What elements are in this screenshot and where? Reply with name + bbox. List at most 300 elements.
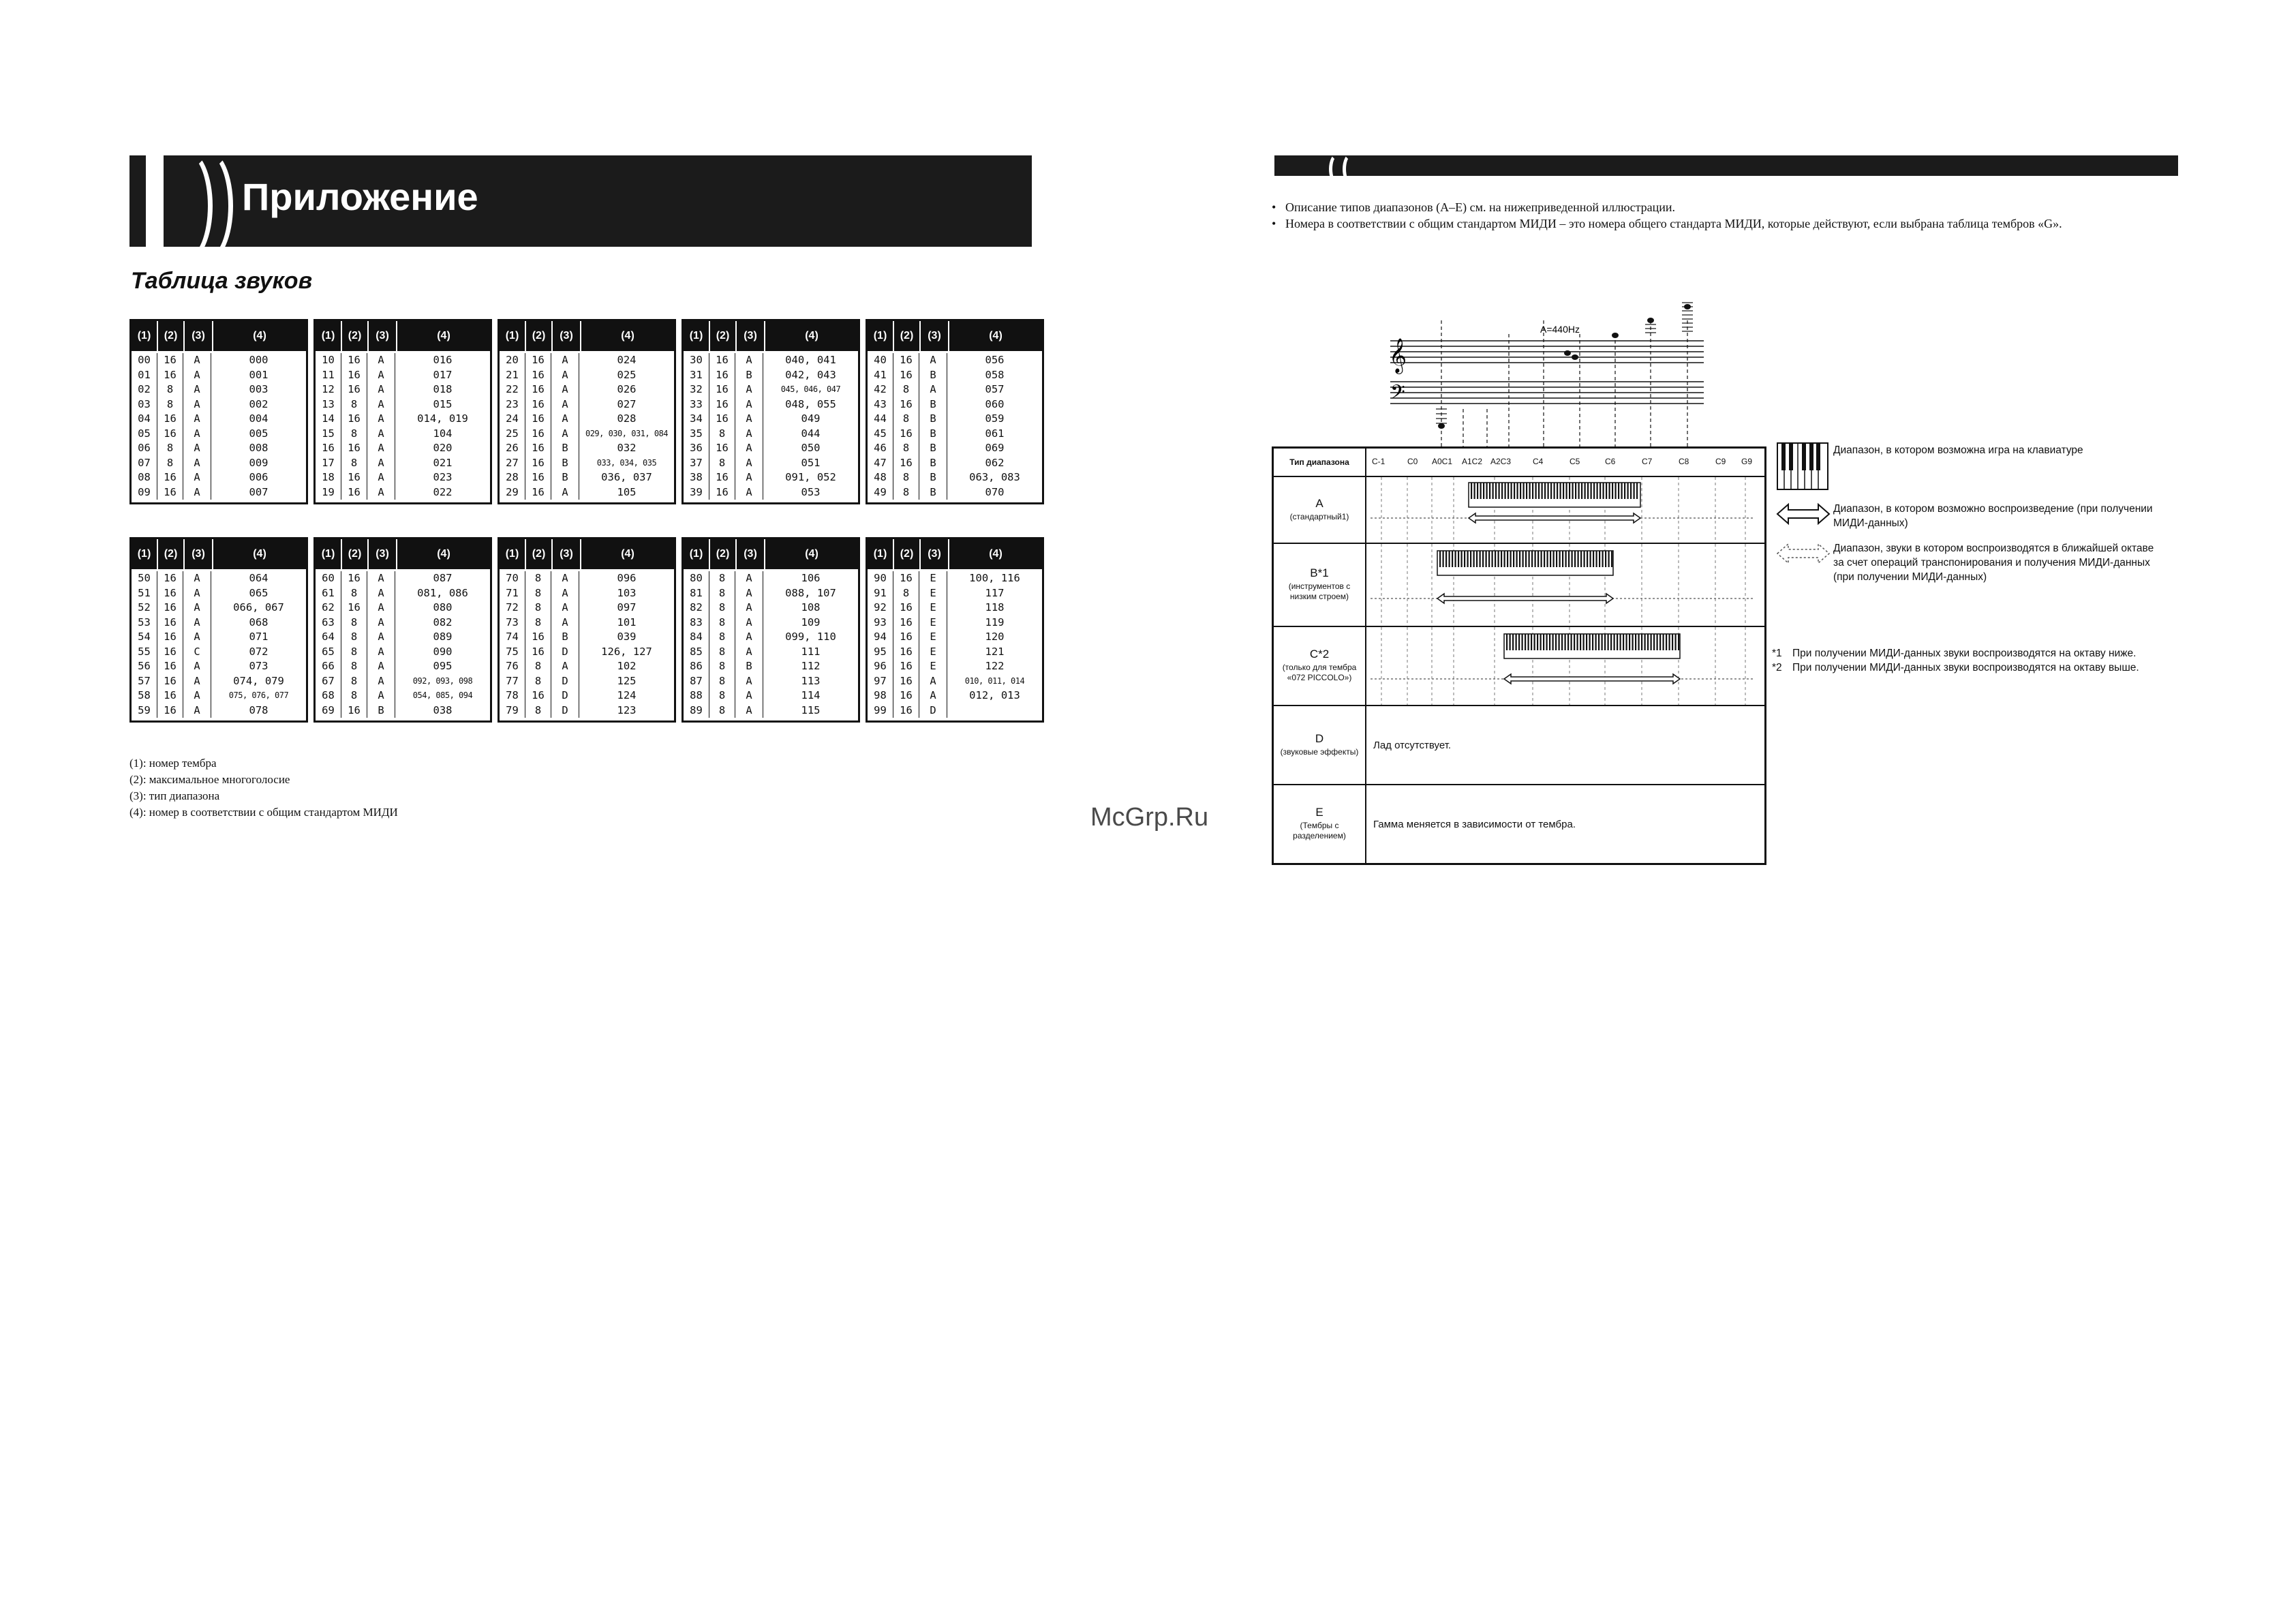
black-key bbox=[1587, 483, 1589, 499]
table-cell: E bbox=[919, 659, 947, 674]
black-key bbox=[1566, 483, 1567, 499]
black-key bbox=[1507, 551, 1508, 567]
table-cell: 012, 013 bbox=[969, 689, 1020, 701]
table-row bbox=[868, 470, 1042, 485]
table-cell: D bbox=[551, 703, 579, 718]
black-key bbox=[1532, 483, 1533, 499]
column-header: (4) bbox=[621, 330, 634, 342]
table-cell: 024 bbox=[617, 354, 637, 366]
black-key bbox=[1559, 551, 1561, 567]
table-row bbox=[500, 601, 674, 616]
table-row bbox=[684, 485, 858, 500]
note-head bbox=[1564, 350, 1571, 356]
black-key bbox=[1575, 483, 1576, 499]
table-cell: 62 bbox=[316, 601, 341, 616]
footnote: *1 При получении МИДИ-данных звуки воспроизводятся на октаву ниже. bbox=[1772, 648, 2137, 659]
black-key bbox=[1520, 483, 1521, 499]
table-cell: 16 bbox=[341, 353, 367, 368]
table-cell: 104 bbox=[433, 427, 453, 440]
black-key bbox=[1587, 551, 1588, 567]
black-key bbox=[1593, 551, 1594, 567]
table-cell: 42 bbox=[868, 382, 893, 397]
black-key bbox=[1525, 551, 1527, 567]
column-header: (1) bbox=[684, 539, 710, 569]
table-row bbox=[684, 616, 858, 631]
table-cell: A bbox=[183, 412, 211, 427]
table-cell: 16 bbox=[893, 427, 919, 442]
table-cell: 75 bbox=[500, 645, 525, 660]
table-row bbox=[500, 368, 674, 383]
note-label: C5 bbox=[1570, 457, 1580, 466]
table-cell: 16 bbox=[525, 470, 551, 485]
column-header: (2) bbox=[710, 539, 737, 569]
table-row bbox=[132, 485, 306, 500]
table-cell: 76 bbox=[500, 659, 525, 674]
legend-line: (2): максимальное многоголосие bbox=[129, 773, 290, 786]
table-cell: 16 bbox=[525, 397, 551, 412]
table-cell: A bbox=[735, 441, 763, 456]
table-row bbox=[132, 427, 306, 442]
table-cell: 050 bbox=[801, 442, 821, 454]
black-key bbox=[1641, 634, 1642, 650]
column-legend bbox=[129, 755, 398, 821]
table-cell: 87 bbox=[684, 674, 709, 689]
table-row bbox=[500, 616, 674, 631]
table-row bbox=[500, 703, 674, 718]
black-key bbox=[1495, 551, 1496, 567]
table-cell: 16 bbox=[525, 412, 551, 427]
table-cell: 16 bbox=[157, 688, 183, 703]
black-key bbox=[1623, 634, 1624, 650]
table-cell: 096 bbox=[617, 572, 637, 584]
table-cell: 062 bbox=[985, 456, 1005, 469]
black-key bbox=[1470, 551, 1471, 567]
legend-text: Диапазон, звуки в котором воспроизводятся в ближайшей октаве за счет операций транспонирования и получения МИДИ-данных (при получении МИДИ-данных) bbox=[1833, 543, 2154, 583]
column-header: (1) bbox=[868, 539, 894, 569]
tone-table bbox=[682, 319, 860, 504]
table-cell: 8 bbox=[709, 674, 735, 689]
black-key bbox=[1578, 551, 1579, 567]
black-key bbox=[1675, 634, 1677, 650]
table-cell: 022 bbox=[433, 485, 453, 498]
table-cell: 32 bbox=[684, 382, 709, 397]
table-row bbox=[868, 412, 1042, 427]
column-header: (4) bbox=[253, 548, 266, 560]
table-row bbox=[684, 412, 858, 427]
black-key bbox=[1505, 483, 1506, 499]
black-key bbox=[1501, 483, 1503, 499]
table-cell: A bbox=[183, 571, 211, 586]
column-header: (3) bbox=[921, 539, 949, 569]
table-row bbox=[684, 397, 858, 412]
table-cell: A bbox=[367, 645, 395, 660]
column-header: (4) bbox=[621, 548, 634, 560]
table-row bbox=[132, 586, 306, 601]
table-cell: 21 bbox=[500, 368, 525, 383]
table-cell: 16 bbox=[893, 353, 919, 368]
black-key bbox=[1599, 551, 1600, 567]
note-guide-lines bbox=[1441, 320, 1687, 446]
column-header: (4) bbox=[989, 330, 1002, 342]
note-label: A2C3 bbox=[1490, 457, 1512, 466]
table-cell: 059 bbox=[985, 412, 1005, 425]
table-cell: 68 bbox=[316, 688, 341, 703]
right-header-bar bbox=[1274, 155, 2178, 176]
black-key bbox=[1596, 551, 1597, 567]
table-row bbox=[316, 412, 490, 427]
table-cell: C bbox=[183, 645, 211, 660]
black-key bbox=[1548, 483, 1549, 499]
black-key bbox=[1550, 551, 1551, 567]
table-row bbox=[132, 645, 306, 660]
table-cell: 8 bbox=[893, 586, 919, 601]
column-header: (2) bbox=[526, 539, 553, 569]
table-cell: 73 bbox=[500, 616, 525, 631]
note-label: C0 bbox=[1407, 457, 1418, 466]
table-cell: 16 bbox=[341, 601, 367, 616]
table-row bbox=[132, 382, 306, 397]
table-cell: 048, 055 bbox=[785, 397, 836, 410]
black-key bbox=[1474, 483, 1475, 499]
table-cell: 63 bbox=[316, 616, 341, 631]
table-cell: 017 bbox=[433, 368, 453, 381]
table-cell: 074, 079 bbox=[233, 674, 284, 687]
black-key bbox=[1581, 483, 1582, 499]
table-cell: 8 bbox=[709, 630, 735, 645]
table-cell: 8 bbox=[709, 571, 735, 586]
black-key bbox=[1595, 634, 1597, 650]
table-cell: 16 bbox=[341, 382, 367, 397]
black-key bbox=[1657, 634, 1658, 650]
table-cell: 112 bbox=[801, 660, 821, 672]
table-cell: 8 bbox=[341, 659, 367, 674]
table-cell: 070 bbox=[985, 485, 1005, 498]
table-cell: 31 bbox=[684, 368, 709, 383]
table-row bbox=[684, 456, 858, 471]
table-row bbox=[500, 674, 674, 689]
table-cell: 100, 116 bbox=[969, 572, 1020, 584]
table-row bbox=[500, 571, 674, 586]
table-cell: 52 bbox=[132, 601, 157, 616]
table-cell: A bbox=[735, 427, 763, 442]
table-cell: 47 bbox=[868, 456, 893, 471]
table-header bbox=[316, 539, 490, 569]
table-cell: B bbox=[919, 456, 947, 471]
table-row bbox=[316, 441, 490, 456]
tone-table bbox=[866, 537, 1044, 723]
black-key bbox=[1589, 634, 1591, 650]
table-cell: B bbox=[367, 703, 395, 718]
table-row bbox=[316, 586, 490, 601]
table-cell: 061 bbox=[985, 427, 1005, 440]
table-cell: B bbox=[919, 368, 947, 383]
music-staff-diagram bbox=[1268, 293, 1717, 446]
table-cell: 16 bbox=[525, 382, 551, 397]
table-cell: 51 bbox=[132, 586, 157, 601]
black-key bbox=[1507, 483, 1509, 499]
table-cell: E bbox=[919, 601, 947, 616]
table-cell: 40 bbox=[868, 353, 893, 368]
black-key bbox=[1635, 634, 1636, 650]
table-cell: 027 bbox=[617, 397, 637, 410]
black-key bbox=[1480, 551, 1481, 567]
table-cell: A bbox=[735, 353, 763, 368]
table-cell: 075, 076, 077 bbox=[228, 691, 289, 700]
table-cell: 049 bbox=[801, 412, 821, 425]
table-cell: 97 bbox=[868, 674, 893, 689]
table-cell: A bbox=[735, 616, 763, 631]
table-cell: 56 bbox=[132, 659, 157, 674]
table-cell: 8 bbox=[525, 616, 551, 631]
black-key bbox=[1672, 634, 1673, 650]
table-cell: 16 bbox=[341, 412, 367, 427]
table-cell: A bbox=[367, 601, 395, 616]
table-cell: 124 bbox=[617, 689, 637, 701]
black-key bbox=[1583, 634, 1585, 650]
table-cell: 16 bbox=[157, 630, 183, 645]
column-header: (1) bbox=[500, 321, 526, 351]
black-key bbox=[1531, 551, 1533, 567]
table-cell: 8 bbox=[341, 630, 367, 645]
range-table-header bbox=[1274, 449, 1764, 477]
table-cell: 045, 046, 047 bbox=[780, 384, 841, 394]
tone-table bbox=[313, 537, 492, 723]
table-header bbox=[868, 321, 1042, 351]
table-row bbox=[684, 674, 858, 689]
table-row bbox=[868, 397, 1042, 412]
table-cell: 07 bbox=[132, 456, 157, 471]
table-cell: E bbox=[919, 586, 947, 601]
table-cell: 46 bbox=[868, 441, 893, 456]
table-cell: A bbox=[551, 427, 579, 442]
table-header bbox=[132, 321, 306, 351]
table-row bbox=[868, 674, 1042, 689]
black-key bbox=[1483, 483, 1484, 499]
column-header: (3) bbox=[369, 321, 397, 351]
table-row bbox=[316, 353, 490, 368]
table-header bbox=[132, 539, 306, 569]
header-decoration bbox=[146, 155, 164, 247]
black-key bbox=[1445, 551, 1447, 567]
table-cell: 30 bbox=[684, 353, 709, 368]
legend-item-transpose bbox=[1776, 540, 2158, 584]
table-row bbox=[500, 412, 674, 427]
table-cell: 000 bbox=[249, 354, 269, 366]
column-header: (2) bbox=[526, 321, 553, 351]
range-desc: (звуковые эффекты) bbox=[1280, 746, 1359, 757]
table-cell: 96 bbox=[868, 659, 893, 674]
table-cell: 29 bbox=[500, 485, 525, 500]
table-cell: A bbox=[735, 703, 763, 718]
table-cell: 49 bbox=[868, 485, 893, 500]
table-cell: 8 bbox=[709, 456, 735, 471]
table-row bbox=[316, 703, 490, 718]
table-cell: 10 bbox=[316, 353, 341, 368]
table-cell: 111 bbox=[801, 645, 821, 658]
range-row-c bbox=[1274, 627, 1764, 706]
black-key bbox=[1597, 483, 1598, 499]
table-cell: A bbox=[367, 397, 395, 412]
black-key bbox=[1531, 634, 1532, 650]
black-key bbox=[1492, 551, 1493, 567]
table-cell: 8 bbox=[341, 586, 367, 601]
table-cell: 16 bbox=[893, 659, 919, 674]
black-key bbox=[1550, 483, 1552, 499]
black-key bbox=[1580, 634, 1581, 650]
black-key bbox=[1572, 483, 1574, 499]
column-header: (3) bbox=[553, 539, 581, 569]
black-key bbox=[1598, 634, 1599, 650]
table-cell: 08 bbox=[132, 470, 157, 485]
column-header: (3) bbox=[185, 539, 213, 569]
table-row bbox=[132, 470, 306, 485]
bass-clef-icon: 𝄢 bbox=[1390, 381, 1405, 408]
black-key bbox=[1602, 634, 1603, 650]
table-cell: 118 bbox=[985, 601, 1005, 613]
table-cell: A bbox=[551, 412, 579, 427]
table-cell: B bbox=[919, 485, 947, 500]
table-cell: 48 bbox=[868, 470, 893, 485]
table-cell: 64 bbox=[316, 630, 341, 645]
table-cell: 091, 052 bbox=[785, 471, 836, 483]
table-row bbox=[316, 645, 490, 660]
column-header: (3) bbox=[369, 539, 397, 569]
table-row bbox=[684, 659, 858, 674]
black-key bbox=[1538, 483, 1540, 499]
table-cell: 93 bbox=[868, 616, 893, 631]
table-cell: B bbox=[551, 630, 579, 645]
table-cell: 040, 041 bbox=[785, 354, 836, 366]
black-key bbox=[1565, 551, 1567, 567]
black-key bbox=[1626, 634, 1627, 650]
header-decoration bbox=[183, 150, 233, 262]
table-cell: E bbox=[919, 616, 947, 631]
table-cell: A bbox=[367, 630, 395, 645]
table-cell: A bbox=[183, 485, 211, 500]
table-cell: 117 bbox=[985, 586, 1005, 599]
table-cell: 007 bbox=[249, 485, 269, 498]
table-cell: 16 bbox=[157, 601, 183, 616]
black-key bbox=[1537, 634, 1538, 650]
table-cell: A bbox=[367, 688, 395, 703]
legend-line: (1): номер тембра bbox=[129, 757, 217, 770]
table-cell: 16 bbox=[157, 586, 183, 601]
table-cell: 122 bbox=[985, 660, 1005, 672]
table-cell: A bbox=[735, 645, 763, 660]
legend-line: (4): номер в соответствии с общим стандартом МИДИ bbox=[129, 806, 398, 819]
range-type-header: Тип диапазона bbox=[1274, 449, 1366, 476]
black-key bbox=[1476, 551, 1478, 567]
table-cell: 058 bbox=[985, 368, 1005, 381]
range-row-d bbox=[1274, 706, 1764, 785]
table-cell: 35 bbox=[684, 427, 709, 442]
table-row bbox=[500, 630, 674, 645]
range-desc: (только для тембра «072 PICCOLO») bbox=[1282, 663, 1357, 682]
black-key bbox=[1559, 634, 1560, 650]
range-letter: E bbox=[1315, 806, 1323, 819]
table-cell: 16 bbox=[157, 470, 183, 485]
table-row bbox=[132, 659, 306, 674]
table-cell: 16 bbox=[341, 441, 367, 456]
table-row bbox=[132, 412, 306, 427]
table-row bbox=[684, 427, 858, 442]
table-cell: E bbox=[919, 630, 947, 645]
black-key bbox=[1614, 634, 1615, 650]
black-key bbox=[1599, 483, 1601, 499]
black-key bbox=[1489, 483, 1490, 499]
table-row bbox=[684, 470, 858, 485]
table-cell: 8 bbox=[709, 601, 735, 616]
table-cell: 95 bbox=[868, 645, 893, 660]
black-key bbox=[1516, 634, 1517, 650]
table-cell: 74 bbox=[500, 630, 525, 645]
table-cell: A bbox=[367, 456, 395, 471]
column-header: (2) bbox=[158, 539, 185, 569]
table-cell: A bbox=[183, 441, 211, 456]
table-row bbox=[868, 441, 1042, 456]
table-cell: 16 bbox=[709, 382, 735, 397]
black-key bbox=[1572, 551, 1573, 567]
table-cell: 8 bbox=[709, 659, 735, 674]
table-row bbox=[316, 456, 490, 471]
black-key bbox=[1513, 551, 1514, 567]
note-label: C-1 bbox=[1372, 457, 1386, 466]
table-header bbox=[500, 321, 674, 351]
black-key bbox=[1480, 483, 1482, 499]
range-note: Гамма меняется в зависимости от тембра. bbox=[1373, 818, 1576, 830]
table-cell: 8 bbox=[709, 645, 735, 660]
legend-item-midi bbox=[1776, 500, 2158, 530]
table-cell: 002 bbox=[249, 397, 269, 410]
table-cell: A bbox=[551, 353, 579, 368]
table-row bbox=[316, 616, 490, 631]
table-cell: A bbox=[367, 441, 395, 456]
tone-table bbox=[129, 319, 308, 504]
table-cell: 051 bbox=[801, 456, 821, 469]
table-row bbox=[868, 703, 1042, 718]
black-key bbox=[1522, 634, 1523, 650]
black-key bbox=[1458, 551, 1459, 567]
site-watermark: McGrp.Ru bbox=[1090, 803, 1209, 832]
bass-staff bbox=[1390, 382, 1704, 404]
table-cell: 029, 030, 031, 084 bbox=[585, 428, 669, 438]
table-cell: 092, 093, 098 bbox=[412, 676, 473, 686]
table-cell: 119 bbox=[985, 616, 1005, 628]
table-cell: 120 bbox=[985, 631, 1005, 643]
table-cell: 8 bbox=[893, 485, 919, 500]
table-cell: 71 bbox=[500, 586, 525, 601]
table-cell: 032 bbox=[617, 442, 637, 454]
black-key bbox=[1542, 483, 1543, 499]
column-header: (1) bbox=[684, 321, 710, 351]
table-cell: 005 bbox=[249, 427, 269, 440]
table-cell: 020 bbox=[433, 442, 453, 454]
table-cell: A bbox=[183, 601, 211, 616]
table-cell: 8 bbox=[341, 616, 367, 631]
table-cell: 33 bbox=[684, 397, 709, 412]
black-key bbox=[1618, 483, 1619, 499]
table-cell: 14 bbox=[316, 412, 341, 427]
table-cell: 101 bbox=[617, 616, 637, 628]
column-header: (3) bbox=[553, 321, 581, 351]
table-cell: 081, 086 bbox=[417, 586, 468, 599]
table-cell: 59 bbox=[132, 703, 157, 718]
table-cell: 88 bbox=[684, 688, 709, 703]
black-key bbox=[1486, 483, 1488, 499]
table-row bbox=[500, 427, 674, 442]
table-cell: 053 bbox=[801, 485, 821, 498]
black-key bbox=[1586, 634, 1587, 650]
